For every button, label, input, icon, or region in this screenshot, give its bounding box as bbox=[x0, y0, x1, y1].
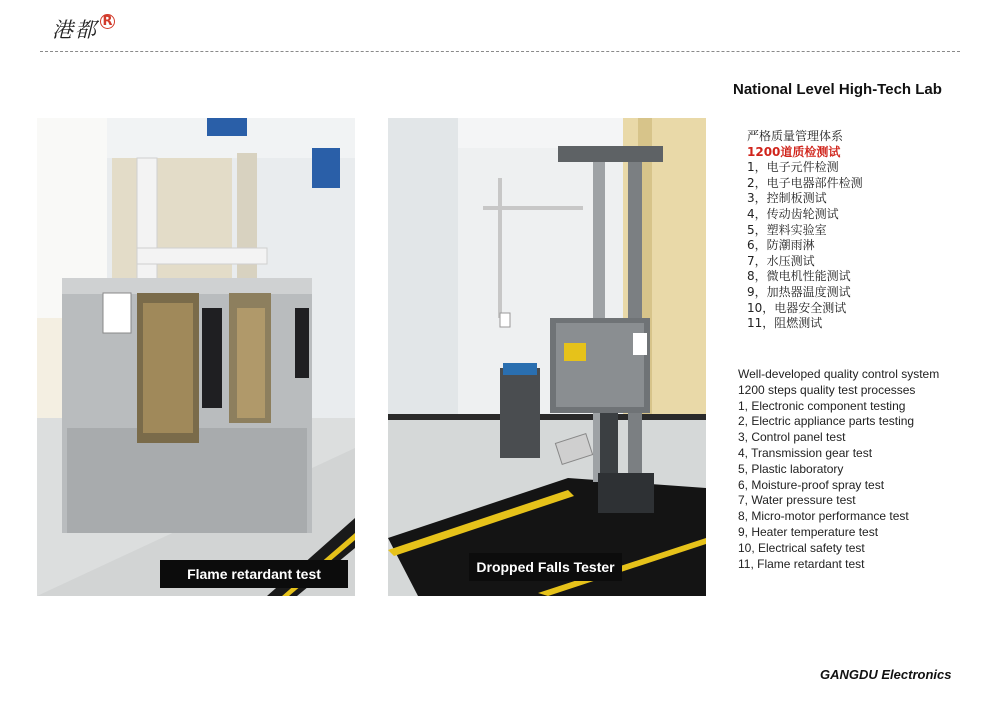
footer-brand: GANGDU Electronics bbox=[820, 667, 952, 682]
list-item: 5，塑料实验室 bbox=[747, 222, 827, 237]
list-item: 11，阻燃测试 bbox=[747, 316, 823, 331]
list-item: 6, Moisture-proof spray test bbox=[738, 477, 885, 492]
en-list-subintro: 1200 steps quality test processes bbox=[738, 382, 916, 397]
english-quality-list bbox=[738, 367, 939, 572]
logo-text: 港都 bbox=[52, 18, 98, 42]
list-item: 2，电子电器部件检测 bbox=[747, 175, 863, 190]
brand-logo bbox=[52, 14, 115, 44]
cn-list-highlight: 1200道质检测试 bbox=[747, 144, 841, 159]
list-item: 4, Transmission gear test bbox=[738, 445, 873, 460]
list-item: 6，防潮雨淋 bbox=[747, 238, 815, 253]
en-list-intro: Well-developed quality control system bbox=[738, 367, 940, 381]
lab-title: National Level High-Tech Lab bbox=[733, 81, 942, 98]
list-item: 9, Heater temperature test bbox=[738, 524, 879, 539]
list-item: 11, Flame retardant test bbox=[738, 556, 865, 571]
list-item: 9，加热器温度测试 bbox=[747, 284, 851, 299]
chinese-quality-list bbox=[747, 129, 863, 332]
flame-test-photo bbox=[37, 118, 355, 596]
list-item: 1, Electronic component testing bbox=[738, 398, 906, 413]
list-item: 7, Water pressure test bbox=[738, 493, 856, 508]
registered-mark-icon: R bbox=[100, 14, 115, 29]
photo-caption: Flame retardant test bbox=[160, 560, 348, 588]
list-item: 2, Electric appliance parts testing bbox=[738, 414, 915, 429]
drop-tester-photo bbox=[388, 118, 706, 596]
list-item: 3, Control panel test bbox=[738, 430, 846, 445]
list-item: 4，传动齿轮测试 bbox=[747, 206, 839, 221]
list-item: 10, Electrical safety test bbox=[738, 540, 865, 555]
photo-caption: Dropped Falls Tester bbox=[469, 553, 622, 581]
list-item: 8，微电机性能测试 bbox=[747, 269, 851, 284]
list-item: 10，电器安全测试 bbox=[747, 300, 847, 315]
list-item: 1，电子元件检测 bbox=[747, 160, 839, 175]
list-item: 7，水压测试 bbox=[747, 253, 815, 268]
cn-list-intro: 严格质量管理体系 bbox=[747, 129, 844, 143]
header-divider bbox=[40, 51, 960, 52]
list-item: 8, Micro-motor performance test bbox=[738, 509, 909, 524]
list-item: 3，控制板测试 bbox=[747, 191, 827, 206]
list-item: 5, Plastic laboratory bbox=[738, 461, 844, 476]
